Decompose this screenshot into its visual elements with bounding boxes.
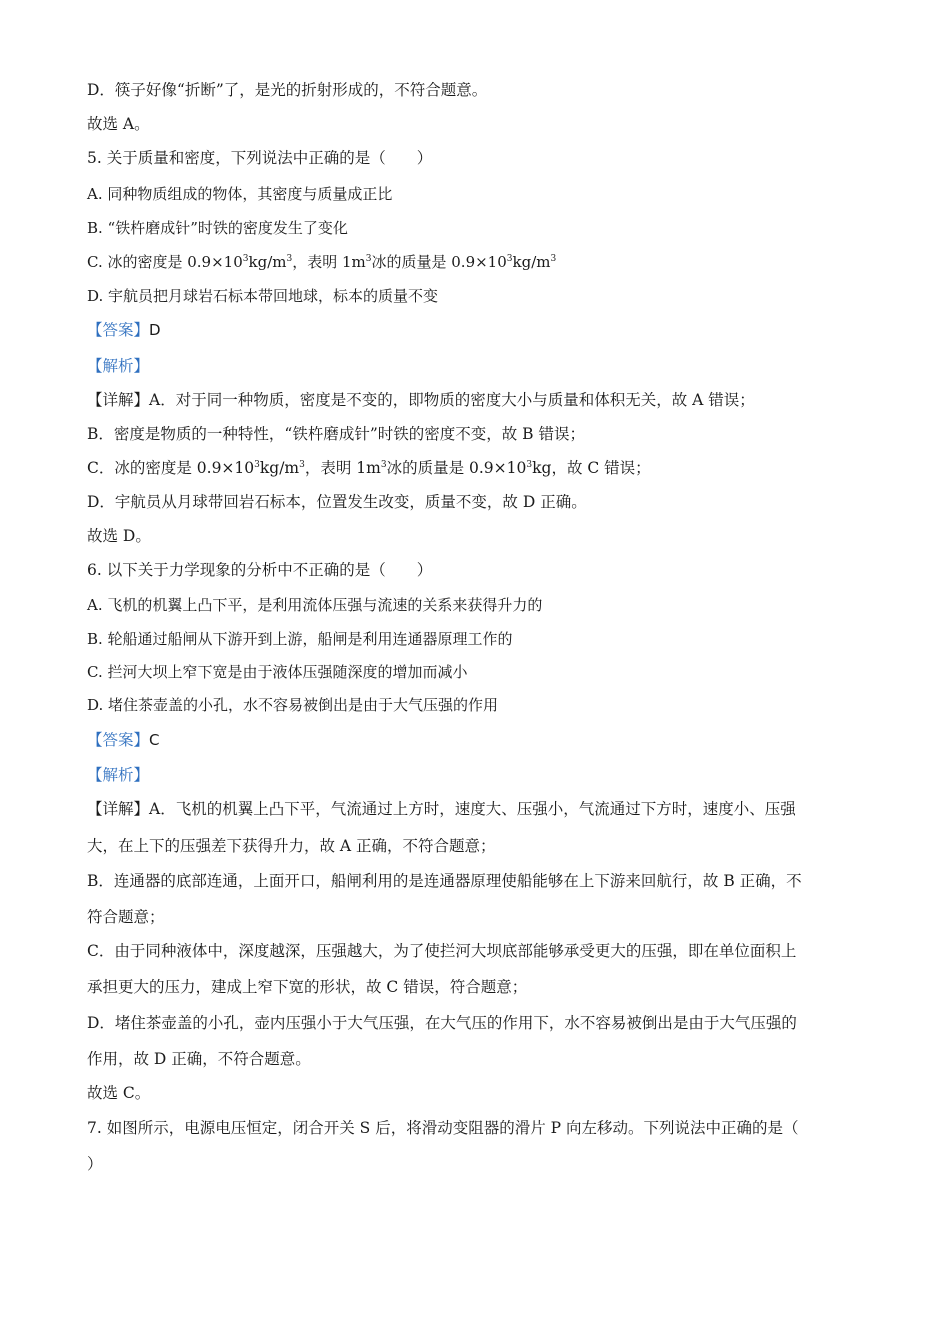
q5-conclusion: 故选 D。	[87, 527, 151, 545]
q6-analysis-tag: 【解析】	[87, 766, 150, 784]
q6-conclusion: 故选 C。	[87, 1084, 151, 1102]
q7-stem-line2: ）	[87, 1155, 103, 1173]
answer-tag: 【答案】	[87, 321, 150, 339]
q5-option-d: D. 宇航员把月球岩石标本带回地球，标本的质量不变	[87, 287, 439, 305]
q5-option-b: B. “铁杵磨成针”时铁的密度发生了变化	[87, 219, 348, 237]
answer-value: C	[149, 731, 160, 749]
q6-detail-d-line2: 作用，故 D 正确，不符合题意。	[87, 1050, 311, 1068]
prev-option-d-explanation: D．筷子好像“折断”了，是光的折射形成的，不符合题意。	[87, 81, 488, 99]
q5-detail-d: D．宇航员从月球带回岩石标本，位置发生改变，质量不变，故 D 正确。	[87, 493, 587, 511]
q6-detail-b-line2: 符合题意；	[87, 908, 165, 926]
answer-tag: 【答案】	[87, 731, 150, 749]
q7-stem-line1: 7. 如图所示，电源电压恒定，闭合开关 S 后，将滑动变阻器的滑片 P 向左移动。下列说法中正确的是（	[87, 1119, 799, 1137]
q5-answer	[87, 320, 161, 340]
q5-detail-a: 【详解】A．对于同一种物质，密度是不变的，即物质的密度大小与质量和体积无关，故 A 错误；	[87, 391, 755, 409]
q6-detail-a-line1: 【详解】A．飞机的机翼上凸下平，气流通过上方时，速度大、压强小，气流通过下方时，速度小、压强	[87, 800, 796, 818]
q5-detail-b: B．密度是物质的一种特性，“铁杵磨成针”时铁的密度不变，故 B 错误；	[87, 425, 585, 443]
q6-stem: 6. 以下关于力学现象的分析中不正确的是（ ）	[87, 561, 433, 579]
q6-answer	[87, 730, 160, 750]
q5-analysis-tag: 【解析】	[87, 357, 150, 375]
q6-detail-c-line1: C．由于同种液体中，深度越深，压强越大，为了使拦河大坝底部能够承受更大的压强，即在单位面积上	[87, 942, 797, 960]
q6-option-a: A. 飞机的机翼上凸下平，是利用流体压强与流速的关系来获得升力的	[87, 596, 543, 614]
q6-option-d: D. 堵住茶壶盖的小孔，水不容易被倒出是由于大气压强的作用	[87, 696, 499, 714]
prev-conclusion: 故选 A。	[87, 115, 150, 133]
answer-value: D	[149, 321, 161, 339]
q6-detail-a-line2: 大，在上下的压强差下获得升力，故 A 正确，不符合题意；	[87, 837, 496, 855]
q6-option-c: C. 拦河大坝上窄下宽是由于液体压强随深度的增加而减小	[87, 663, 468, 681]
q5-detail-c: C．冰的密度是 $0.9\times 10^3kg/m^3$，表明 $1m^3$冰的质量是 $0.9\times 10^3kg$，故 C 错误；	[87, 459, 651, 477]
q6-option-b: B. 轮船通过船闸从下游开到上游，船闸是利用连通器原理工作的	[87, 630, 513, 648]
q6-detail-b-line1: B．连通器的底部连通，上面开口，船闸利用的是连通器原理使船能够在上下游来回航行，故 B 正确，不	[87, 872, 802, 890]
q5-option-c: C. 冰的密度是 $0.9\times 10^3kg/m^3$，表明 $1m^3$冰的质量是 $0.9\times 10^3kg/m^3$	[87, 253, 557, 271]
q5-stem: 5. 关于质量和密度，下列说法中正确的是（ ）	[87, 149, 433, 167]
q6-detail-d-line1: D．堵住茶壶盖的小孔，壶内压强小于大气压强，在大气压的作用下，水不容易被倒出是由于大气压强的	[87, 1014, 797, 1032]
q5-option-a: A. 同种物质组成的物体，其密度与质量成正比	[87, 185, 393, 203]
q6-detail-c-line2: 承担更大的压力，建成上窄下宽的形状，故 C 错误，符合题意；	[87, 978, 528, 996]
